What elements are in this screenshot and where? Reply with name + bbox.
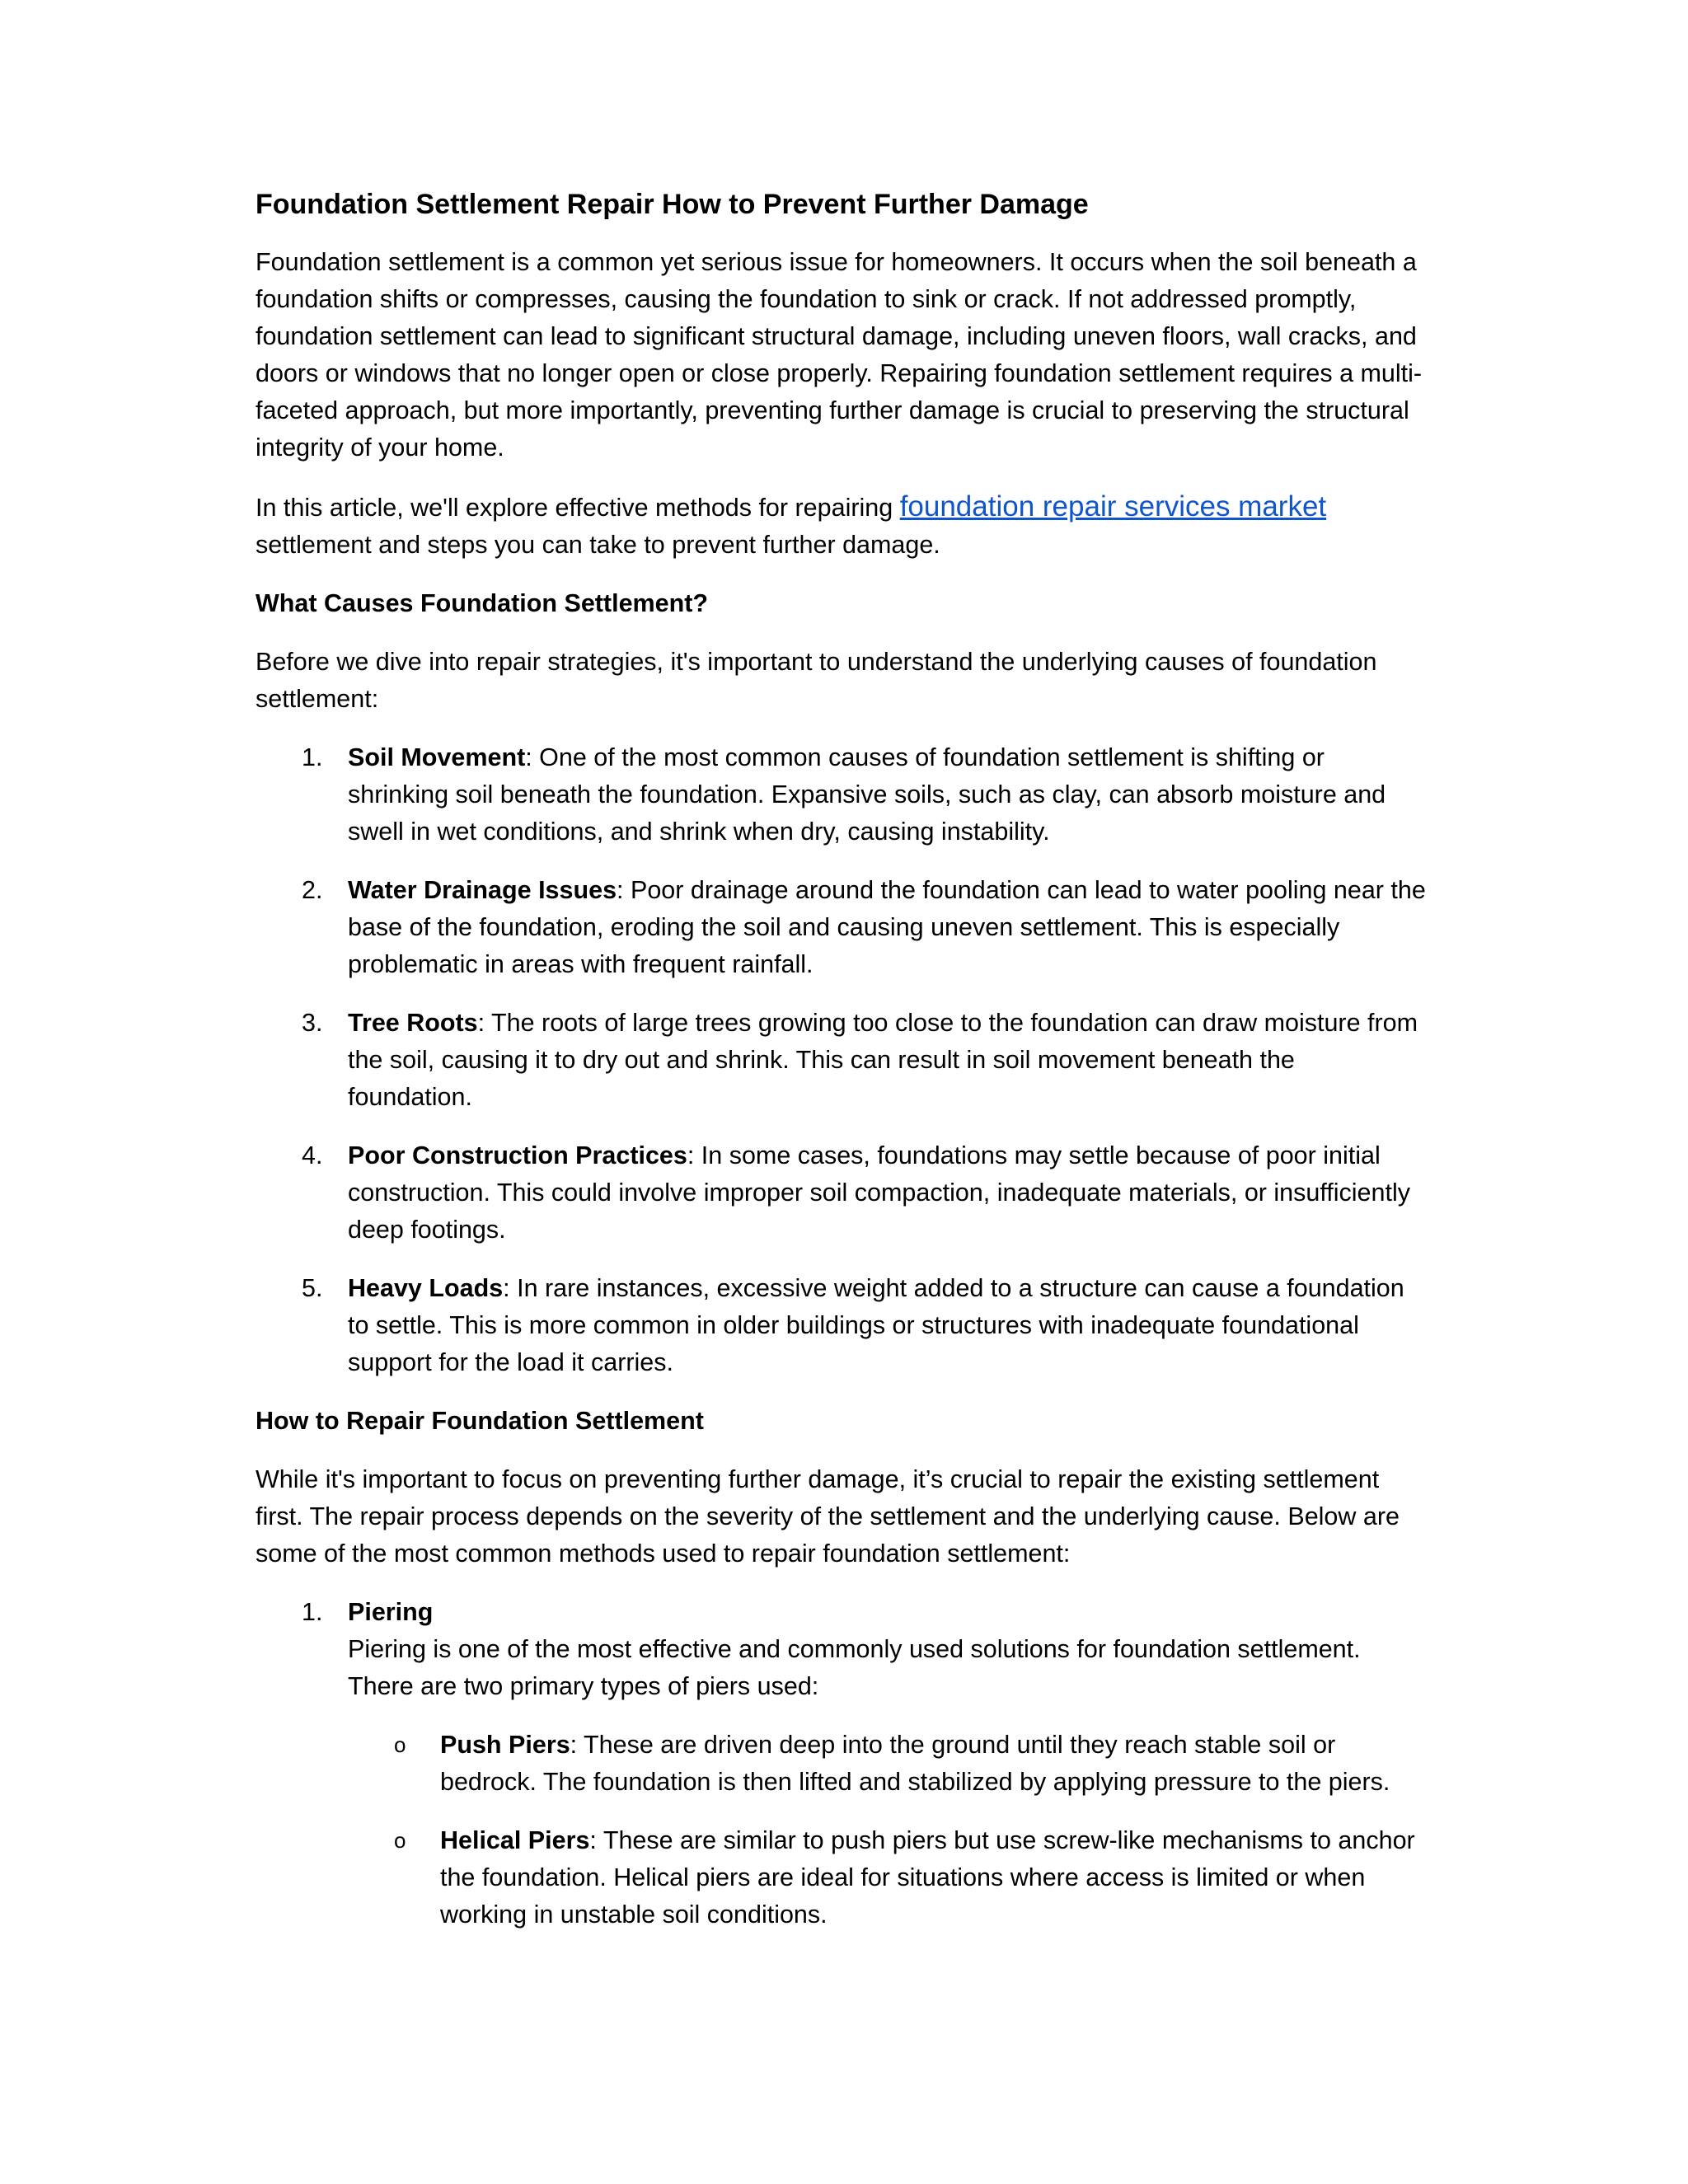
list-item-text: : The roots of large trees growing too close to the foundation can draw moisture from the soil, causing it to dry out and shrink. This can result in soil movement beneath the foundation. xyxy=(348,1009,1418,1111)
sub-list-item xyxy=(348,1727,1426,1801)
list-number: 4. xyxy=(302,1141,323,1169)
sub-list-item xyxy=(348,1822,1426,1933)
list-item xyxy=(256,872,1426,983)
list-item-text: : In rare instances, excessive weight added to a structure can cause a foundation to settle. This is more common in older buildings or structures with inadequate foundational support for the load it carries. xyxy=(348,1274,1404,1376)
causes-lead: Before we dive into repair strategies, it's important to understand the underlying causes of foundation settlement: xyxy=(256,648,1377,713)
list-item-term: Poor Construction Practices xyxy=(348,1141,687,1169)
document-title: Foundation Settlement Repair How to Prevent Further Damage xyxy=(256,189,1089,220)
article-intro-paragraph xyxy=(256,488,1426,564)
list-number: 5. xyxy=(302,1274,323,1302)
causes-list xyxy=(256,739,1426,1381)
bullet-icon: o xyxy=(394,1828,406,1853)
repair-lead: While it's important to focus on preventing further damage, it’s crucial to repair the existing settlement first. The repair process depends on the severity of the settlement and the underlying cause. Below are some of the most common methods used to repair foundation settlement: xyxy=(256,1465,1400,1568)
list-item-text: Piering is one of the most effective and commonly used solutions for foundation settlement. There are two primary types of piers used: xyxy=(348,1635,1361,1700)
repair-methods-list xyxy=(256,1594,1426,1933)
foundation-repair-link[interactable]: foundation repair services market xyxy=(899,490,1327,523)
list-item-term: Piering xyxy=(348,1598,434,1626)
sub-list-item-term: Helical Piers xyxy=(440,1826,590,1854)
intro-paragraph: Foundation settlement is a common yet serious issue for homeowners. It occurs when the soil beneath a foundation shifts or compresses, causing the foundation to sink or crack. If not addressed promptly, foundation settlement can lead to significant structural damage, including uneven floors, wall cracks, and doors or windows that no longer open or close properly. Repairing foundation settlement requires a multi-faceted approach, but more importantly, preventing further damage is crucial to preserving the structural integrity of your home. xyxy=(256,248,1423,462)
list-item-text: : Poor drainage around the foundation can lead to water pooling near the base of the foundation, eroding the soil and causing uneven settlement. This is especially problematic in areas with frequent rainfall. xyxy=(348,876,1426,978)
list-item-term: Heavy Loads xyxy=(348,1274,504,1302)
list-item-text: : In some cases, foundations may settle because of poor initial construction. This could involve improper soil compaction, inadequate materials, or insufficiently deep footings. xyxy=(348,1141,1410,1244)
list-item xyxy=(256,1137,1426,1249)
list-item xyxy=(256,1005,1426,1116)
bullet-icon: o xyxy=(394,1732,406,1757)
sub-list-item-text: : These are driven deep into the ground until they reach stable soil or bedrock. The foundation is then lifted and stabilized by applying pressure to the piers. xyxy=(440,1731,1390,1796)
list-number: 1. xyxy=(302,1598,323,1626)
document-body xyxy=(256,186,1426,1955)
list-item xyxy=(256,1270,1426,1381)
sub-list-item-term: Push Piers xyxy=(440,1731,570,1759)
list-number: 1. xyxy=(302,743,323,771)
article-intro-before-link: In this article, we'll explore effective methods for repairing xyxy=(256,494,900,522)
article-intro-after-link: settlement and steps you can take to prevent further damage. xyxy=(256,531,940,559)
repair-heading: How to Repair Foundation Settlement xyxy=(256,1407,704,1435)
list-item-term: Soil Movement xyxy=(348,743,526,771)
sub-list-item-text: : These are similar to push piers but use screw-like mechanisms to anchor the foundation. Helical piers are ideal for situations where access is limited or when working in unstable soil conditions. xyxy=(440,1826,1415,1929)
list-item-text: : One of the most common causes of foundation settlement is shifting or shrinking soil beneath the foundation. Expansive soils, such as clay, can absorb moisture and swell in wet conditions, and shrink when dry, causing instability. xyxy=(348,743,1386,846)
list-item xyxy=(256,739,1426,851)
causes-heading: What Causes Foundation Settlement? xyxy=(256,589,709,617)
list-number: 2. xyxy=(302,876,323,904)
list-number: 3. xyxy=(302,1009,323,1037)
list-item-term: Tree Roots xyxy=(348,1009,478,1037)
list-item-term: Water Drainage Issues xyxy=(348,876,617,904)
pier-types-list xyxy=(348,1727,1426,1933)
list-item xyxy=(256,1594,1426,1933)
